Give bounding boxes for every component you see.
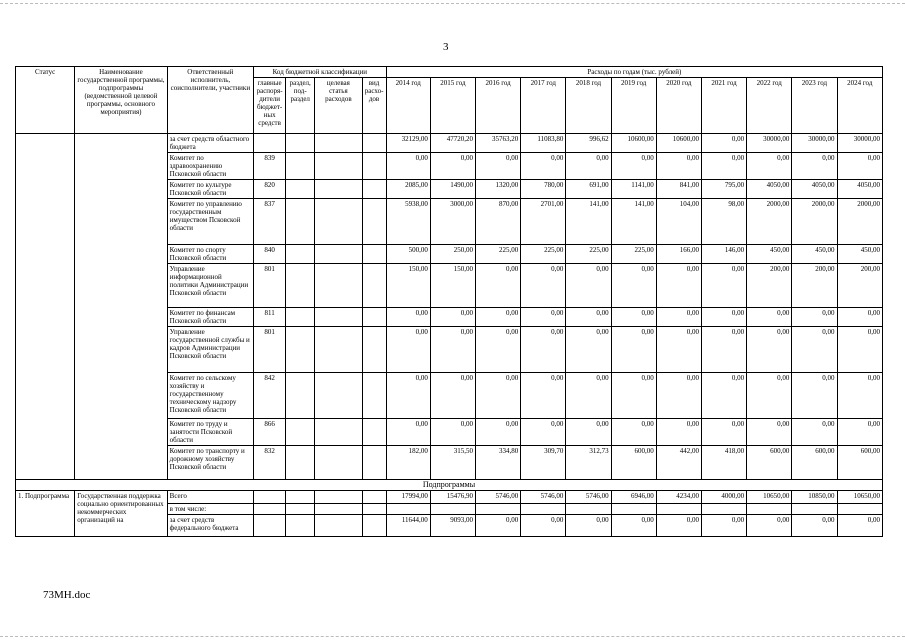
value-cell: 0,00 <box>837 515 883 537</box>
value-cell: 35763,20 <box>476 134 521 153</box>
value-cell: 0,00 <box>386 419 430 446</box>
header-year: 2022 год <box>747 78 792 134</box>
executor-cell: за счет средств областного бюджета <box>167 134 253 153</box>
value-cell: 0,00 <box>656 515 701 537</box>
vr-code-cell <box>362 153 386 180</box>
value-cell: 0,00 <box>701 327 746 373</box>
value-cell: 0,00 <box>521 373 566 419</box>
header-year: 2020 год <box>656 78 701 134</box>
value-cell: 0,00 <box>747 153 792 180</box>
value-cell: 0,00 <box>476 515 521 537</box>
section-title: Подпрограммы <box>16 480 883 491</box>
value-cell: 98,00 <box>701 199 746 245</box>
cs-code-cell <box>315 134 362 153</box>
value-cell: 0,00 <box>837 153 883 180</box>
cs-code-cell <box>315 491 362 504</box>
value-cell: 0,00 <box>521 419 566 446</box>
page-number: 3 <box>443 41 449 53</box>
value-cell: 10600,00 <box>656 134 701 153</box>
vr-code-cell <box>362 491 386 504</box>
value-cell: 0,00 <box>611 153 656 180</box>
value-cell: 150,00 <box>430 264 475 308</box>
value-cell <box>837 504 883 515</box>
value-cell: 4050,00 <box>792 180 837 199</box>
header-executor: Ответственный исполнитель, соисполнители, участники <box>167 67 253 134</box>
header-year: 2016 год <box>476 78 521 134</box>
value-cell: 0,00 <box>792 373 837 419</box>
value-cell: 795,00 <box>701 180 746 199</box>
header-year: 2019 год <box>611 78 656 134</box>
value-cell: 0,00 <box>566 264 611 308</box>
vr-code-cell <box>362 504 386 515</box>
value-cell: 5746,00 <box>521 491 566 504</box>
gr-code-cell: 840 <box>254 245 286 264</box>
value-cell: 0,00 <box>521 264 566 308</box>
value-cell: 0,00 <box>701 419 746 446</box>
gr-code-cell: 837 <box>254 199 286 245</box>
value-cell: 0,00 <box>701 264 746 308</box>
value-cell: 691,00 <box>566 180 611 199</box>
value-cell: 2000,00 <box>792 199 837 245</box>
gr-code-cell <box>254 491 286 504</box>
rz-code-cell <box>286 245 315 264</box>
value-cell: 0,00 <box>386 153 430 180</box>
gr-code-cell <box>254 504 286 515</box>
value-cell: 225,00 <box>521 245 566 264</box>
value-cell: 0,00 <box>566 153 611 180</box>
value-cell: 450,00 <box>792 245 837 264</box>
document-filename: 73МН.doc <box>43 589 91 601</box>
vr-code-cell <box>362 134 386 153</box>
value-cell: 600,00 <box>611 446 656 480</box>
value-cell: 0,00 <box>656 419 701 446</box>
header-name: Наименование государственной программы, подпрограммы (ведомственной целевой программы, основного мероприятия) <box>75 67 167 134</box>
cs-code-cell <box>315 446 362 480</box>
value-cell: 0,00 <box>701 308 746 327</box>
value-cell: 0,00 <box>701 515 746 537</box>
rz-code-cell <box>286 264 315 308</box>
value-cell: 1490,00 <box>430 180 475 199</box>
value-cell: 10650,00 <box>837 491 883 504</box>
rz-code-cell <box>286 504 315 515</box>
value-cell: 6946,00 <box>611 491 656 504</box>
value-cell: 30000,00 <box>747 134 792 153</box>
cs-code-cell <box>315 264 362 308</box>
value-cell: 0,00 <box>476 308 521 327</box>
gr-code-cell: 842 <box>254 373 286 419</box>
executor-cell: Комитет по культуре Псковской области <box>167 180 253 199</box>
value-cell: 0,00 <box>747 327 792 373</box>
value-cell: 0,00 <box>521 308 566 327</box>
header-year: 2014 год <box>386 78 430 134</box>
cs-code-cell <box>315 308 362 327</box>
header-rz: раздел, под-раздел <box>286 78 315 134</box>
value-cell <box>747 504 792 515</box>
value-cell: 10600,00 <box>611 134 656 153</box>
value-cell: 10650,00 <box>747 491 792 504</box>
gr-code-cell: 801 <box>254 264 286 308</box>
value-cell: 0,00 <box>747 308 792 327</box>
value-cell: 0,00 <box>792 419 837 446</box>
value-cell: 0,00 <box>566 373 611 419</box>
value-cell: 0,00 <box>386 373 430 419</box>
value-cell: 4234,00 <box>656 491 701 504</box>
gr-code-cell: 839 <box>254 153 286 180</box>
value-cell: 146,00 <box>701 245 746 264</box>
value-cell: 0,00 <box>566 308 611 327</box>
value-cell: 0,00 <box>476 419 521 446</box>
executor-cell: Управление государственной службы и кадров Администрации Псковской области <box>167 327 253 373</box>
value-cell: 0,00 <box>386 327 430 373</box>
executor-cell: Управление информационной политики Администрации Псковской области <box>167 264 253 308</box>
executor-cell: Комитет по сельскому хозяйству и государственному техническому надзору Псковской области <box>167 373 253 419</box>
value-cell: 104,00 <box>656 199 701 245</box>
vr-code-cell <box>362 515 386 537</box>
value-cell: 780,00 <box>521 180 566 199</box>
cs-code-cell <box>315 153 362 180</box>
value-cell: 2701,00 <box>521 199 566 245</box>
value-cell: 0,00 <box>521 327 566 373</box>
value-cell: 0,00 <box>611 515 656 537</box>
value-cell: 0,00 <box>837 327 883 373</box>
value-cell: 5746,00 <box>476 491 521 504</box>
value-cell: 225,00 <box>611 245 656 264</box>
rz-code-cell <box>286 199 315 245</box>
subprogram-name: Государственная поддержка социально ориентированных некоммерческих организаций на <box>75 491 167 537</box>
value-cell: 0,00 <box>476 264 521 308</box>
value-cell: 0,00 <box>476 153 521 180</box>
value-cell: 0,00 <box>611 419 656 446</box>
value-cell: 0,00 <box>521 153 566 180</box>
value-cell: 0,00 <box>792 308 837 327</box>
value-cell: 3000,00 <box>430 199 475 245</box>
value-cell: 5746,00 <box>566 491 611 504</box>
gr-code-cell: 866 <box>254 419 286 446</box>
budget-table <box>15 66 883 537</box>
value-cell <box>611 504 656 515</box>
rz-code-cell <box>286 515 315 537</box>
value-cell: 225,00 <box>566 245 611 264</box>
vr-code-cell <box>362 419 386 446</box>
value-cell <box>566 504 611 515</box>
value-cell: 0,00 <box>701 134 746 153</box>
executor-cell: за счет средств федерального бюджета <box>167 515 253 537</box>
value-cell: 0,00 <box>566 327 611 373</box>
rz-code-cell <box>286 491 315 504</box>
cs-code-cell <box>315 504 362 515</box>
value-cell: 225,00 <box>476 245 521 264</box>
value-cell: 10850,00 <box>792 491 837 504</box>
rz-code-cell <box>286 373 315 419</box>
vr-code-cell <box>362 446 386 480</box>
gr-code-cell: 820 <box>254 180 286 199</box>
value-cell: 1141,00 <box>611 180 656 199</box>
value-cell: 32129,00 <box>386 134 430 153</box>
value-cell <box>476 504 521 515</box>
value-cell <box>386 504 430 515</box>
value-cell: 11644,00 <box>386 515 430 537</box>
value-cell: 0,00 <box>747 515 792 537</box>
rz-code-cell <box>286 134 315 153</box>
value-cell: 166,00 <box>656 245 701 264</box>
value-cell: 250,00 <box>430 245 475 264</box>
value-cell: 2000,00 <box>747 199 792 245</box>
cs-code-cell <box>315 515 362 537</box>
value-cell: 418,00 <box>701 446 746 480</box>
value-cell: 30000,00 <box>837 134 883 153</box>
value-cell: 0,00 <box>386 308 430 327</box>
value-cell: 2000,00 <box>837 199 883 245</box>
header-year: 2021 год <box>701 78 746 134</box>
value-cell: 0,00 <box>566 515 611 537</box>
value-cell <box>656 504 701 515</box>
value-cell: 182,00 <box>386 446 430 480</box>
value-cell: 1320,00 <box>476 180 521 199</box>
value-cell: 0,00 <box>656 327 701 373</box>
value-cell: 11083,80 <box>521 134 566 153</box>
value-cell: 0,00 <box>837 308 883 327</box>
value-cell: 309,70 <box>521 446 566 480</box>
value-cell: 450,00 <box>837 245 883 264</box>
cs-code-cell <box>315 327 362 373</box>
value-cell: 600,00 <box>792 446 837 480</box>
value-cell: 30000,00 <box>792 134 837 153</box>
value-cell: 141,00 <box>566 199 611 245</box>
value-cell <box>701 504 746 515</box>
value-cell: 500,00 <box>386 245 430 264</box>
rz-code-cell <box>286 180 315 199</box>
value-cell: 0,00 <box>430 419 475 446</box>
value-cell: 0,00 <box>430 373 475 419</box>
gr-code-cell <box>254 134 286 153</box>
vr-code-cell <box>362 373 386 419</box>
value-cell: 15476,90 <box>430 491 475 504</box>
value-cell: 0,00 <box>747 419 792 446</box>
value-cell: 996,62 <box>566 134 611 153</box>
executor-cell: в том числе: <box>167 504 253 515</box>
rz-code-cell <box>286 153 315 180</box>
executor-cell: Комитет по труду и занятости Псковской области <box>167 419 253 446</box>
vr-code-cell <box>362 199 386 245</box>
header-expenses: Расходы по годам (тыс. рублей) <box>386 67 882 78</box>
value-cell <box>521 504 566 515</box>
value-cell: 334,80 <box>476 446 521 480</box>
executor-cell: Комитет по здравоохранению Псковской области <box>167 153 253 180</box>
header-year: 2018 год <box>566 78 611 134</box>
rz-code-cell <box>286 419 315 446</box>
header-year: 2024 год <box>837 78 883 134</box>
cs-code-cell <box>315 419 362 446</box>
value-cell: 0,00 <box>837 419 883 446</box>
value-cell: 2085,00 <box>386 180 430 199</box>
value-cell: 0,00 <box>656 308 701 327</box>
header-status: Статус <box>16 67 75 134</box>
value-cell <box>430 504 475 515</box>
value-cell: 4050,00 <box>837 180 883 199</box>
value-cell: 0,00 <box>656 373 701 419</box>
header-year: 2017 год <box>521 78 566 134</box>
value-cell: 0,00 <box>611 327 656 373</box>
bottom-edge-line <box>0 636 905 637</box>
value-cell: 0,00 <box>476 327 521 373</box>
header-year: 2023 год <box>792 78 837 134</box>
subprogram-status: 1. Подпрограмма <box>16 491 75 537</box>
executor-cell: Комитет по транспорту и дорожному хозяйству Псковской области <box>167 446 253 480</box>
value-cell: 841,00 <box>656 180 701 199</box>
value-cell <box>792 504 837 515</box>
gr-code-cell: 832 <box>254 446 286 480</box>
cs-code-cell <box>315 373 362 419</box>
status-cell <box>16 134 75 480</box>
executor-cell: Комитет по спорту Псковской области <box>167 245 253 264</box>
rz-code-cell <box>286 327 315 373</box>
value-cell: 0,00 <box>701 153 746 180</box>
value-cell: 0,00 <box>611 264 656 308</box>
vr-code-cell <box>362 308 386 327</box>
value-cell: 870,00 <box>476 199 521 245</box>
value-cell: 315,50 <box>430 446 475 480</box>
cs-code-cell <box>315 245 362 264</box>
value-cell: 450,00 <box>747 245 792 264</box>
header-year: 2015 год <box>430 78 475 134</box>
value-cell: 47720,20 <box>430 134 475 153</box>
value-cell: 600,00 <box>747 446 792 480</box>
value-cell: 0,00 <box>747 373 792 419</box>
value-cell: 0,00 <box>611 308 656 327</box>
value-cell: 200,00 <box>837 264 883 308</box>
executor-cell: Комитет по управлению государственным имуществом Псковской области <box>167 199 253 245</box>
value-cell: 200,00 <box>747 264 792 308</box>
value-cell: 442,00 <box>656 446 701 480</box>
value-cell: 0,00 <box>792 515 837 537</box>
vr-code-cell <box>362 180 386 199</box>
value-cell: 0,00 <box>837 373 883 419</box>
value-cell: 4000,00 <box>701 491 746 504</box>
value-cell: 0,00 <box>792 327 837 373</box>
value-cell: 0,00 <box>430 327 475 373</box>
value-cell: 141,00 <box>611 199 656 245</box>
cs-code-cell <box>315 199 362 245</box>
vr-code-cell <box>362 264 386 308</box>
vr-code-cell <box>362 245 386 264</box>
value-cell: 9093,00 <box>430 515 475 537</box>
header-gr: главные распоря-дители бюджет-ных средств <box>254 78 286 134</box>
header-vr: вид расхо-дов <box>362 78 386 134</box>
rz-code-cell <box>286 446 315 480</box>
rz-code-cell <box>286 308 315 327</box>
name-cell <box>75 134 167 480</box>
value-cell: 312,73 <box>566 446 611 480</box>
header-cs: целевая статья расходов <box>315 78 362 134</box>
value-cell: 0,00 <box>701 373 746 419</box>
vr-code-cell <box>362 327 386 373</box>
value-cell: 5938,00 <box>386 199 430 245</box>
top-edge-line <box>0 3 905 4</box>
value-cell: 150,00 <box>386 264 430 308</box>
gr-code-cell: 801 <box>254 327 286 373</box>
value-cell: 0,00 <box>476 373 521 419</box>
value-cell: 17994,00 <box>386 491 430 504</box>
value-cell: 0,00 <box>792 153 837 180</box>
table-row <box>16 491 883 504</box>
value-cell: 4050,00 <box>747 180 792 199</box>
cs-code-cell <box>315 180 362 199</box>
value-cell: 0,00 <box>521 515 566 537</box>
value-cell: 0,00 <box>430 308 475 327</box>
executor-cell: Всего <box>167 491 253 504</box>
value-cell: 600,00 <box>837 446 883 480</box>
table-row <box>16 134 883 153</box>
executor-cell: Комитет по финансам Псковской области <box>167 308 253 327</box>
header-budget-code: Код бюджетной классификации <box>254 67 387 78</box>
section-row <box>16 480 883 491</box>
value-cell: 0,00 <box>656 264 701 308</box>
gr-code-cell: 811 <box>254 308 286 327</box>
gr-code-cell <box>254 515 286 537</box>
value-cell: 0,00 <box>611 373 656 419</box>
value-cell: 0,00 <box>566 419 611 446</box>
value-cell: 0,00 <box>430 153 475 180</box>
value-cell: 200,00 <box>792 264 837 308</box>
value-cell: 0,00 <box>656 153 701 180</box>
